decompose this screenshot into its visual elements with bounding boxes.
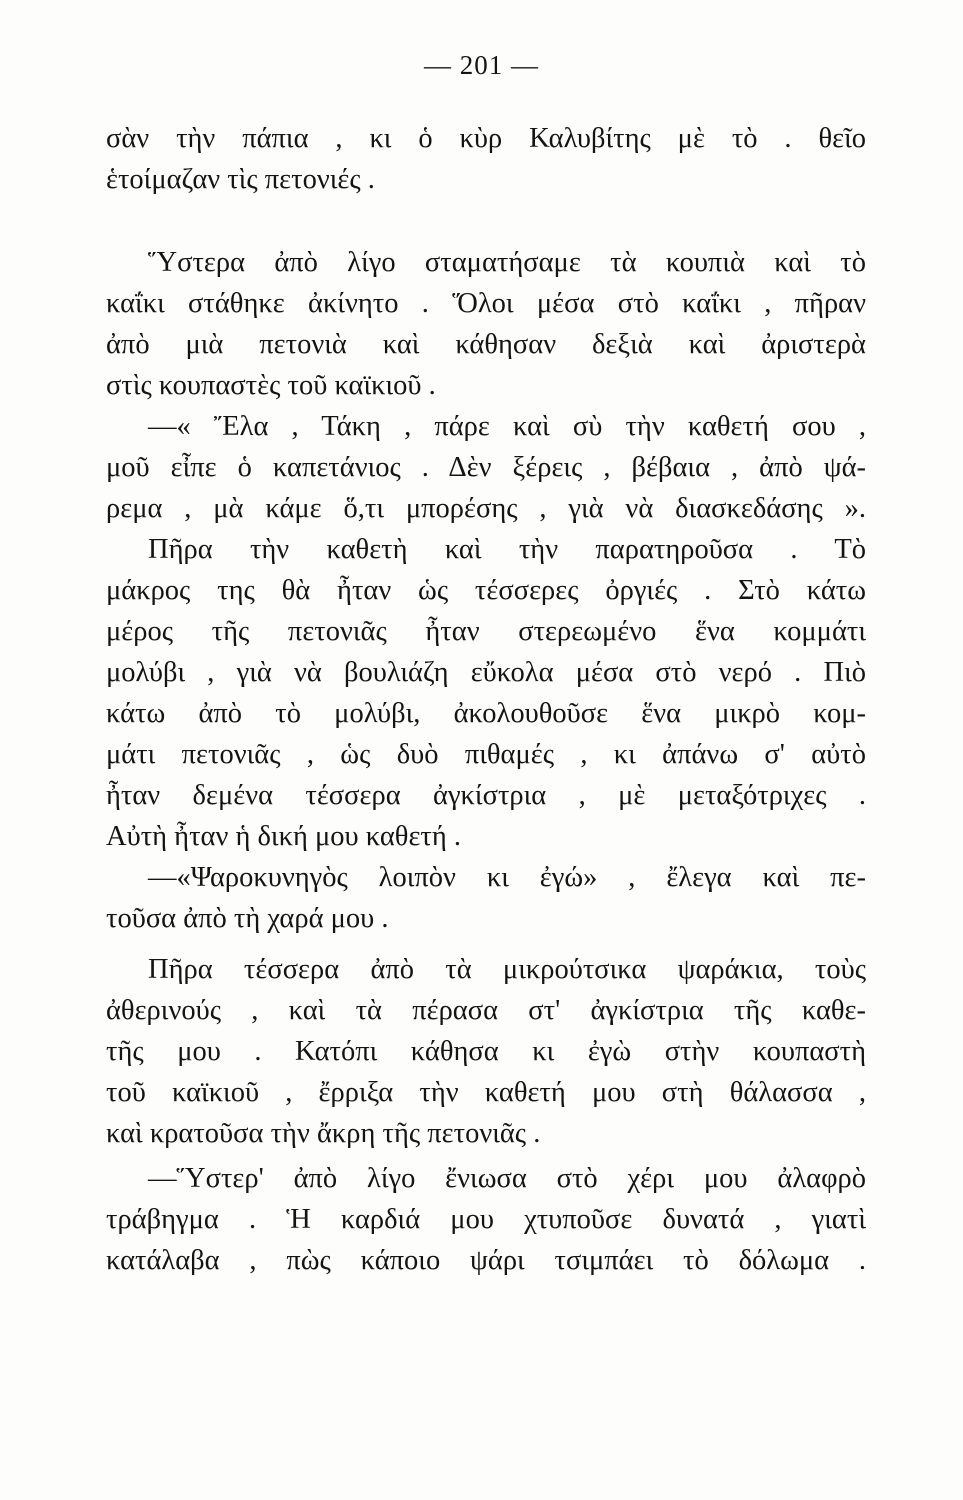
text-line: ἀπὸ μιὰ πετονιὰ καὶ κάθησαν δεξιὰ καὶ ἀριστερὰ [106, 329, 866, 360]
text-line: τοῦσα ἀπὸ τὴ χαρά μου . [106, 903, 389, 934]
text-line: στὶς κουπαστὲς τοῦ καϊκιοῦ . [106, 370, 436, 401]
paragraph-fish-bites [106, 1158, 866, 1281]
text-line: ρεμα , μὰ κάμε ὅ,τι μπορέσης , γιὰ νὰ διασκεδάσης ». [106, 493, 866, 524]
page-number: — 201 — [424, 50, 539, 80]
paragraph-rowing-stops [106, 242, 866, 1154]
text-line: Πῆρα τὴν καθετὴ καὶ τὴν παρατηροῦσα . Τὸ [148, 534, 866, 565]
text-line: μάτι πετονιᾶς , ὡς δυὸ πιθαμές , κι ἀπάνω σ' αὐτὸ [106, 739, 866, 770]
text-line: μέρος τῆς πετονιᾶς ἦταν στερεωμένο ἕνα κομμάτι [106, 616, 866, 647]
text-line: τοῦ καϊκιοῦ , ἔρριξα τὴν καθετή μου στὴ θάλασσα , [106, 1077, 866, 1108]
text-line: —Ὕστερ' ἀπὸ λίγο ἔνιωσα στὸ χέρι μου ἀλαφρὸ [148, 1163, 866, 1194]
text-line: καΐκι στάθηκε ἀκίνητο . Ὅλοι μέσα στὸ καΐκι , πῆραν [106, 288, 866, 319]
text-line: ἦταν δεμένα τέσσερα ἀγκίστρια , μὲ μεταξότριχες . [106, 780, 866, 811]
text-line: σὰν τὴν πάπια , κι ὁ κὺρ Καλυβίτης μὲ τὸ . θεῖο [106, 123, 866, 154]
text-line: Πῆρα τέσσερα ἀπὸ τὰ μικρούτσικα ψαράκια, τοὺς [148, 954, 866, 985]
text-line: μοῦ εἶπε ὁ καπετάνιος . Δὲν ξέρεις , βέβαια , ἀπὸ ψά- [106, 452, 866, 483]
text-line: μολύβι , γιὰ νὰ βουλιάζη εὔκολα μέσα στὸ νερό . Πιὸ [106, 657, 866, 688]
paragraph-continued [106, 118, 866, 200]
text-line: κάτω ἀπὸ τὸ μολύβι, ἀκολουθοῦσε ἕνα μικρὸ κομ- [106, 698, 866, 729]
text-line: ἀθερινούς , καὶ τὰ πέρασα στ' ἀγκίστρια τῆς καθε- [106, 995, 866, 1026]
text-line: μάκρος της θὰ ἦταν ὡς τέσσερες ὀργιές . Στὸ κάτω [106, 575, 866, 606]
text-line: ἑτοίμαζαν τὶς πετονιές . [106, 164, 375, 195]
text-line: κατάλαβα , πὼς κάποιο ψάρι τσιμπάει τὸ δόλωμα . [106, 1245, 866, 1276]
text-line: —« Ἔλα , Τάκη , πάρε καὶ σὺ τὴν καθετή σου , [148, 411, 866, 442]
text-line: τῆς μου . Κατόπι κάθησα κι ἐγὼ στὴν κουπαστὴ [106, 1036, 866, 1067]
text-line: —«Ψαροκυνηγὸς λοιπὸν κι ἐγώ» , ἔλεγα καὶ πε- [148, 862, 866, 893]
text-line: Ὕστερα ἀπὸ λίγο σταματήσαμε τὰ κουπιὰ καὶ τὸ [148, 247, 866, 278]
text-line: τράβηγμα . Ἡ καρδιά μου χτυποῦσε δυνατά , γιατὶ [106, 1204, 866, 1235]
text-line: καὶ κρατοῦσα τὴν ἄκρη τῆς πετονιᾶς . [106, 1118, 541, 1149]
text-line: Αὐτὴ ἦταν ἡ δική μου καθετή . [106, 821, 462, 852]
